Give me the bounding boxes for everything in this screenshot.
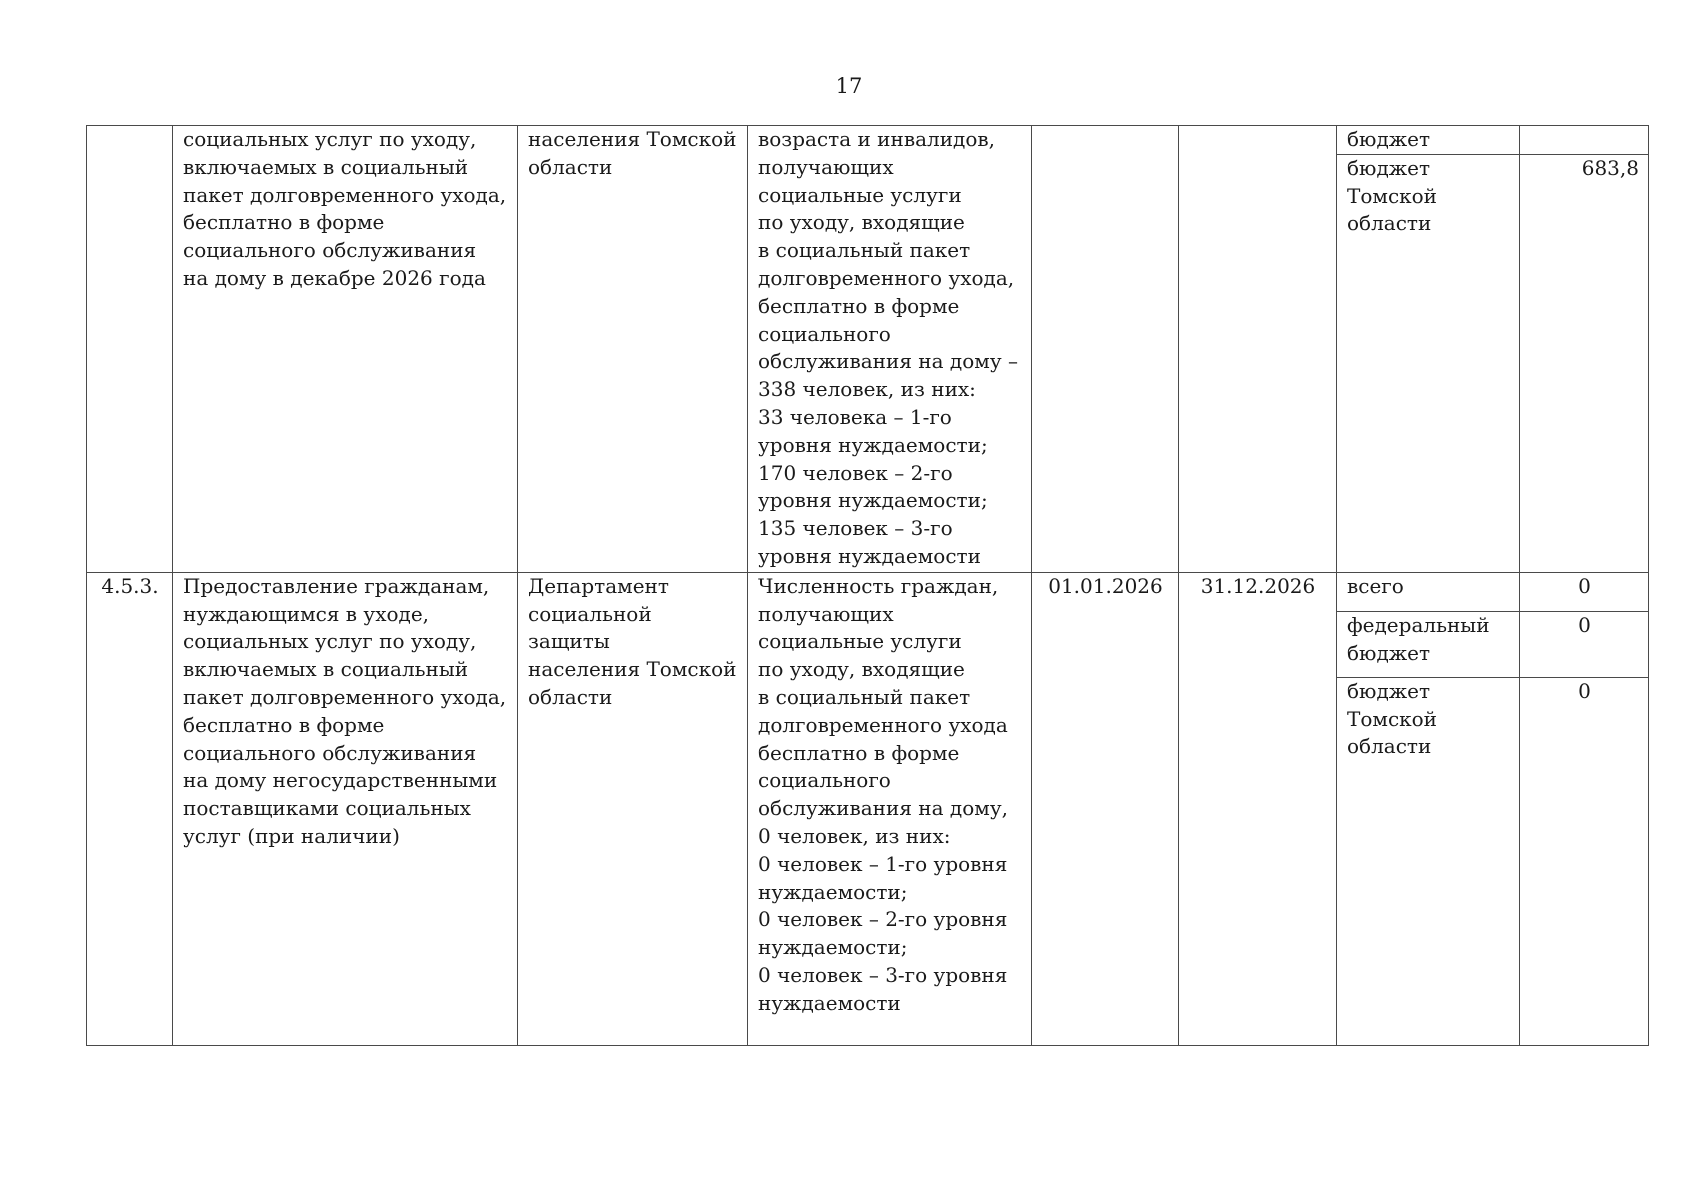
end-date-cell	[1179, 126, 1337, 573]
end-date-cell: 31.12.2026	[1179, 572, 1337, 1045]
funding-amount-cell: 0	[1520, 611, 1649, 677]
indicator-cell: возраста и инвалидов, получающих социальные услуги по уходу, входящие в социальный пакет долговременного ухода, бесплатно в форме социального обслуживания на дому – 338 человек, из них: 33 человека – 1-го уровня нуждаемости; 170 человек – 2-го уровня нуждаемости; 135 человек – 3-го уровня нуждаемости	[748, 126, 1032, 573]
funding-source-cell: федеральный бюджет	[1337, 611, 1520, 677]
funding-amount-cell: 683,8	[1520, 154, 1649, 572]
funding-source-cell: всего	[1337, 572, 1520, 611]
indicator-cell: Численность граждан, получающих социальные услуги по уходу, входящие в социальный пакет долговременного ухода бесплатно в форме социального обслуживания на дому, 0 человек, из них: 0 человек – 1-го уровня нуждаемости; 0 человек – 2-го уровня нуждаемости; 0 человек – 3-го уровня нуждаемости	[748, 572, 1032, 1045]
start-date-cell: 01.01.2026	[1032, 572, 1179, 1045]
start-date-cell	[1032, 126, 1179, 573]
item-number-cell	[87, 126, 173, 573]
item-number-cell: 4.5.3.	[87, 572, 173, 1045]
program-activities-table	[86, 125, 1649, 1046]
funding-source-cell: бюджет Томской области	[1337, 154, 1520, 572]
funding-amount-cell: 0	[1520, 572, 1649, 611]
funding-amount-cell	[1520, 126, 1649, 155]
activity-name-cell: Предоставление гражданам, нуждающимся в уходе, социальных услуг по уходу, включаемых в социальный пакет долговременного ухода, бесплатно в форме социального обслуживания на дому негосударственными поставщиками социальных услуг (при наличии)	[173, 572, 518, 1045]
table-row	[87, 572, 1649, 611]
executor-cell: населения Томской области	[518, 126, 748, 573]
page-number: 17	[835, 74, 863, 98]
table-row	[87, 126, 1649, 155]
funding-source-cell: бюджет	[1337, 126, 1520, 155]
activity-name-cell: социальных услуг по уходу, включаемых в социальный пакет долговременного ухода, бесплатно в форме социального обслуживания на дому в декабре 2026 года	[173, 126, 518, 573]
funding-source-cell: бюджет Томской области	[1337, 677, 1520, 1045]
funding-amount-cell: 0	[1520, 677, 1649, 1045]
executor-cell: Департамент социальной защиты населения Томской области	[518, 572, 748, 1045]
